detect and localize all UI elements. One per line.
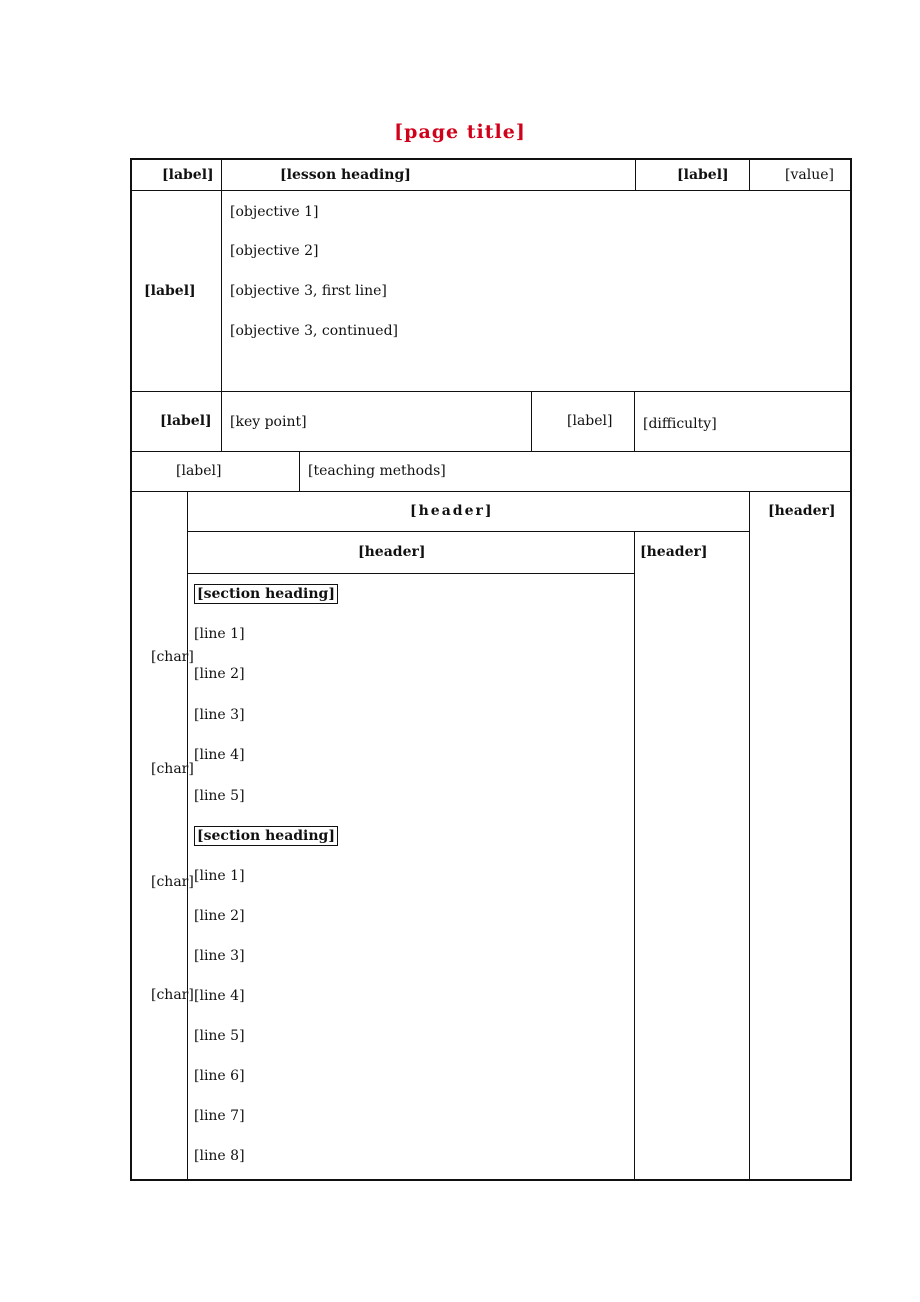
- teaching-line: [line 8]: [194, 1148, 245, 1164]
- page-title: [page title]: [394, 121, 526, 143]
- objective-item: [objective 1]: [230, 204, 319, 220]
- row-divider: [187, 573, 634, 574]
- row-divider: [132, 451, 850, 452]
- teaching-line: [line 7]: [194, 1108, 245, 1124]
- teaching-line: [line 4]: [194, 747, 245, 763]
- section-tag: [194, 584, 338, 604]
- process-side-label: [char]: [151, 987, 194, 1003]
- topic-label: [label]: [162, 167, 214, 183]
- col-divider: [634, 531, 635, 1181]
- objectives-label: [label]: [144, 283, 196, 299]
- teaching-line: [line 2]: [194, 666, 245, 682]
- teaching-line: [line 4]: [194, 988, 245, 1004]
- teaching-line: [line 6]: [194, 1068, 245, 1084]
- process-side-label: [char]: [151, 874, 194, 890]
- teaching-line: [line 5]: [194, 1028, 245, 1044]
- col-divider: [221, 391, 222, 451]
- section-tag: [194, 826, 338, 846]
- process-side-label: [char]: [151, 649, 194, 665]
- section-tag-label: [section heading]: [194, 584, 338, 604]
- type-label: [label]: [677, 167, 729, 183]
- objective-item: [objective 2]: [230, 243, 319, 259]
- col-divider: [187, 491, 188, 1181]
- adjust-header: [header]: [768, 503, 836, 519]
- col-divider: [634, 391, 635, 451]
- methods-label: [label]: [176, 463, 222, 479]
- row-divider: [132, 491, 850, 492]
- row-divider: [132, 190, 850, 191]
- teaching-line: [line 1]: [194, 626, 245, 642]
- teacher-header: [header]: [358, 544, 426, 560]
- col-divider: [749, 160, 750, 190]
- teaching-line: [line 5]: [194, 788, 245, 804]
- teaching-line: [line 3]: [194, 707, 245, 723]
- methods-value: [teaching methods]: [308, 463, 446, 479]
- col-divider: [531, 391, 532, 451]
- key-label: [label]: [160, 413, 212, 429]
- content-header: [header]: [410, 503, 494, 519]
- col-divider: [299, 451, 300, 491]
- col-divider: [749, 491, 750, 1181]
- process-side-label: [char]: [151, 761, 194, 777]
- col-divider: [635, 160, 636, 190]
- objective-item: [objective 3, continued]: [230, 323, 399, 339]
- lesson-plan-table: [130, 158, 852, 1181]
- type-value: [value]: [785, 167, 834, 183]
- key-value: [key point]: [230, 414, 307, 430]
- teaching-line: [line 2]: [194, 908, 245, 924]
- teaching-line: [line 1]: [194, 868, 245, 884]
- row-divider: [187, 531, 749, 532]
- section-tag-label: [section heading]: [194, 826, 338, 846]
- teaching-line: [line 3]: [194, 948, 245, 964]
- row-divider: [132, 391, 850, 392]
- topic-value: [lesson heading]: [280, 167, 411, 183]
- objective-item: [objective 3, first line]: [230, 283, 387, 299]
- difficulty-label: [label]: [567, 413, 613, 429]
- difficulty-value: [difficulty]: [643, 416, 717, 432]
- student-header: [header]: [640, 544, 708, 560]
- col-divider: [221, 160, 222, 391]
